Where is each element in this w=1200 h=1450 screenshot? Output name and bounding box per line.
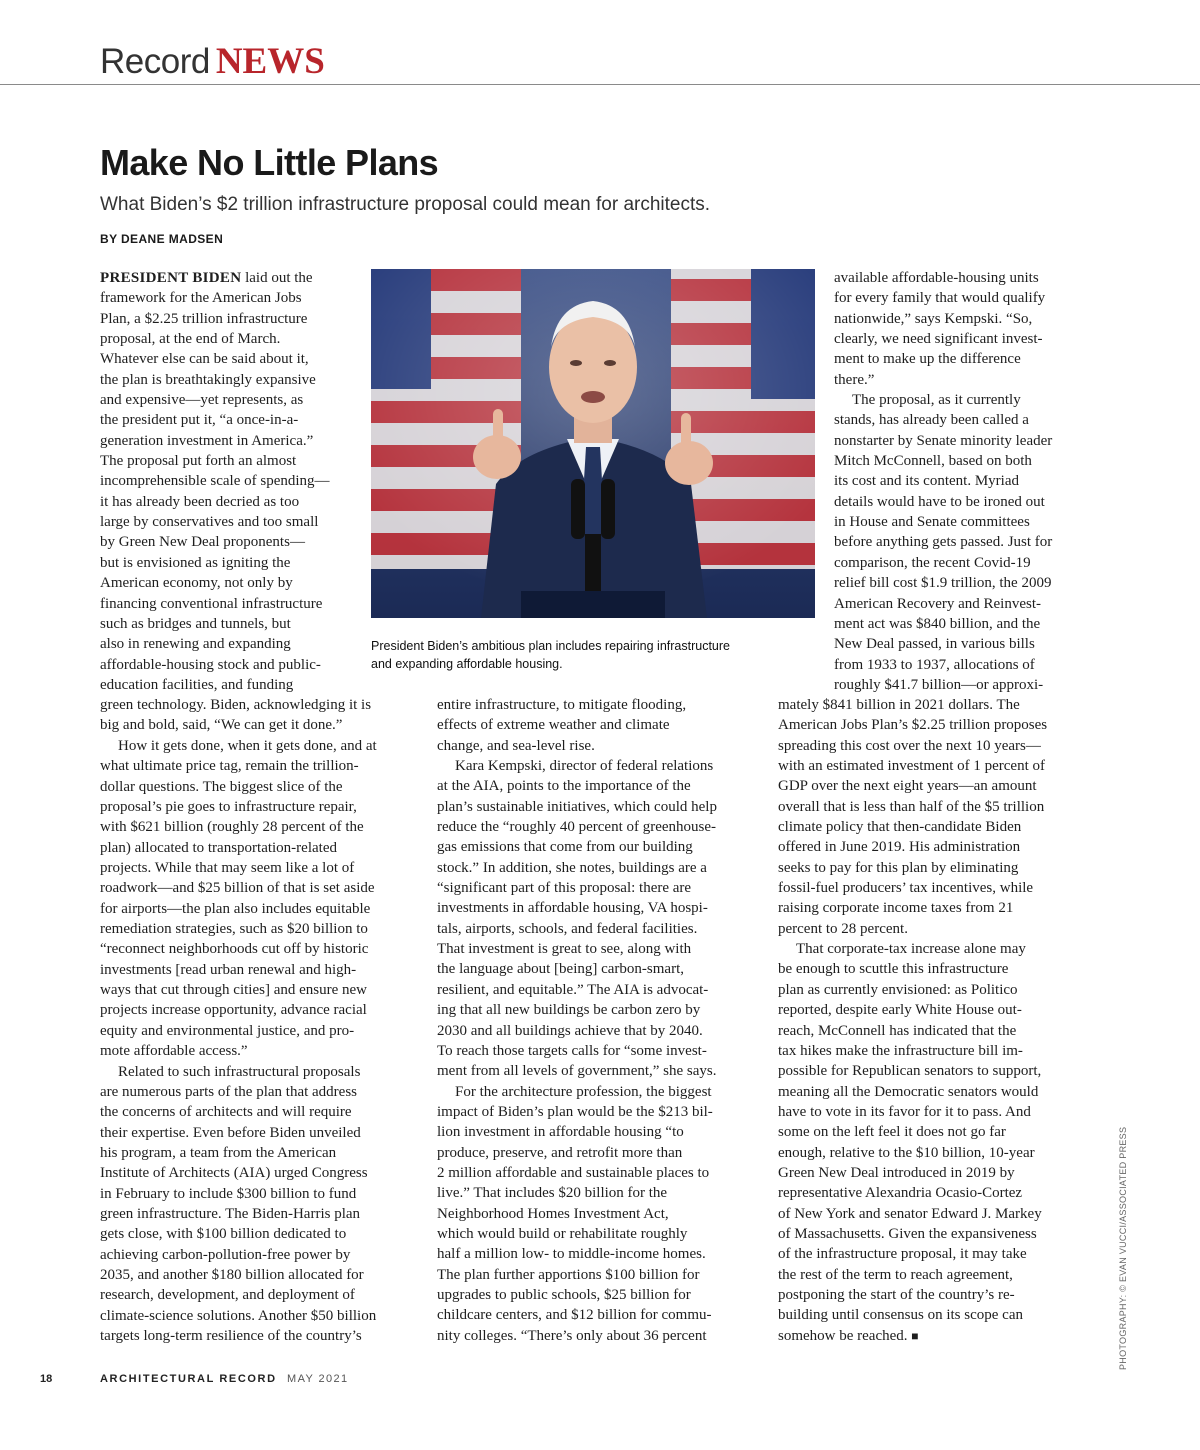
text-line: change, and sea-level rise. bbox=[437, 737, 595, 754]
text-line bbox=[100, 268, 362, 288]
text-line: American Jobs Plan’s $2.25 trillion proposes bbox=[778, 717, 1048, 734]
text-line: ment to make up the difference bbox=[834, 351, 1021, 368]
text-line: in February to include $300 billion to fund bbox=[100, 1185, 357, 1202]
text-line: affordable-housing stock and public- bbox=[100, 656, 321, 673]
text-line: projects. While that may seem like a lot of bbox=[100, 860, 355, 877]
text-line: roughly $41.7 billion—or approxi- bbox=[834, 676, 1044, 693]
text-line: ment from all levels of government,” she says. bbox=[437, 1063, 717, 1080]
text-line: The proposal, as it currently bbox=[852, 392, 1021, 409]
text-line: stands, has already been called a bbox=[834, 412, 1029, 429]
text-line: investments in affordable housing, VA hospi- bbox=[437, 900, 708, 917]
text-line: achieving carbon-pollution-free power by bbox=[100, 1246, 351, 1263]
text-line: of the infrastructure proposal, it may take bbox=[778, 1246, 1027, 1263]
text-line: upgrades to public schools, $25 billion for bbox=[437, 1286, 691, 1303]
photo-caption bbox=[371, 637, 817, 673]
text-line: produce, preserve, and retrofit more than bbox=[437, 1144, 683, 1161]
column-2-paragraph-2 bbox=[437, 756, 757, 1082]
text-line: details would have to be ironed out bbox=[834, 493, 1045, 510]
column-1-top bbox=[100, 268, 362, 695]
text-line: comparison, the recent Covid-19 bbox=[834, 554, 1031, 571]
article-dek: What Biden’s $2 trillion infrastructure proposal could mean for architects. bbox=[100, 194, 711, 215]
text-line: roadwork—and $25 billion of that is set aside bbox=[100, 880, 375, 897]
text-line: climate policy that then-candidate Biden bbox=[778, 819, 1022, 836]
photo-credit: PHOTOGRAPHY: © EVAN VUCCI/ASSOCIATED PRESS bbox=[1118, 1126, 1128, 1370]
text-line: have to vote in its favor for it to pass. And bbox=[778, 1103, 1031, 1120]
text-line: enough, relative to the $10 billion, 10-year bbox=[778, 1144, 1035, 1161]
text-line: offered in June 2019. His administration bbox=[778, 839, 1021, 856]
text-line: such as bridges and tunnels, but bbox=[100, 615, 291, 632]
text-line: half a million low- to middle-income homes. bbox=[437, 1246, 706, 1263]
text-line: Neighborhood Homes Investment Act, bbox=[437, 1205, 669, 1222]
text-line: some on the left feel it does not go far bbox=[778, 1124, 1006, 1141]
text-line: the president put it, “a once-in-a- bbox=[100, 412, 299, 429]
text-line: 2 million affordable and sustainable places to bbox=[437, 1164, 710, 1181]
text-line: targets long-term resilience of the country’s bbox=[100, 1327, 362, 1344]
text-line: How it gets done, when it gets done, and at bbox=[118, 738, 377, 754]
publication-name: ARCHITECTURAL RECORD bbox=[100, 1373, 277, 1385]
text-line: which would build or rehabilitate roughly bbox=[437, 1225, 688, 1242]
text-line: generation investment in America.” bbox=[100, 432, 314, 449]
lead-in: PRESIDENT BIDEN bbox=[100, 270, 242, 286]
text-line: from 1933 to 1937, allocations of bbox=[834, 656, 1035, 673]
text-line: the concerns of architects and will require bbox=[100, 1104, 352, 1121]
text-line: ment act was $840 billion, and the bbox=[834, 615, 1041, 632]
closing-text: somehow be reached. bbox=[778, 1327, 908, 1344]
column-3-paragraph-2-cont bbox=[778, 695, 1098, 939]
article-headline: Make No Little Plans bbox=[100, 142, 439, 183]
column-3-paragraph-1 bbox=[834, 268, 1094, 390]
text-line: framework for the American Jobs bbox=[100, 290, 302, 307]
text-line: possible for Republican senators to support, bbox=[778, 1063, 1042, 1080]
text-line bbox=[778, 1326, 1098, 1346]
text-line: reduce the “roughly 40 percent of greenhouse- bbox=[437, 819, 717, 836]
end-mark-icon: ■ bbox=[911, 1328, 919, 1343]
text-line: research, development, and deployment of bbox=[100, 1287, 355, 1304]
column-1-wide bbox=[100, 695, 420, 736]
text-line: Kara Kempski, director of federal relations bbox=[455, 758, 714, 775]
caption-line: President Biden’s ambitious plan includes repairing infrastructure bbox=[371, 639, 730, 653]
text-line: The plan further apportions $100 billion for bbox=[437, 1266, 700, 1283]
text-line: effects of extreme weather and climate bbox=[437, 717, 670, 734]
text-line: “significant part of this proposal: there are bbox=[437, 880, 692, 897]
text-line: 2030 and all buildings achieve that by 2040. bbox=[437, 1022, 703, 1039]
column-3-paragraph-2 bbox=[834, 390, 1094, 695]
text-line: “reconnect neighborhoods cut off by historic bbox=[100, 941, 369, 958]
text-line: are numerous parts of the plan that address bbox=[100, 1083, 357, 1100]
column-1-paragraph-2 bbox=[100, 736, 420, 1062]
text-line: financing conventional infrastructure bbox=[100, 595, 323, 612]
masthead-rule bbox=[0, 84, 1200, 85]
text-line: incomprehensible scale of spending— bbox=[100, 473, 330, 490]
column-3-top bbox=[834, 268, 1094, 695]
text-line: equity and environmental justice, and pro- bbox=[100, 1022, 355, 1039]
text-line: New Deal passed, in various bills bbox=[834, 636, 1035, 653]
text-line: green technology. Biden, acknowledging it is bbox=[100, 697, 372, 713]
biden-photo bbox=[371, 269, 815, 618]
text-line: Whatever else can be said about it, bbox=[100, 351, 309, 368]
article-byline: BY DEANE MADSEN bbox=[100, 232, 224, 246]
text-line: also in renewing and expanding bbox=[100, 636, 291, 653]
text-line: but is envisioned as igniting the bbox=[100, 554, 291, 571]
text-line: lion investment in affordable housing “to bbox=[437, 1124, 684, 1141]
text-line: the rest of the term to reach agreement, bbox=[778, 1266, 1013, 1283]
text-line: education facilities, and funding bbox=[100, 676, 294, 693]
text-line: climate-science solutions. Another $50 billion bbox=[100, 1307, 377, 1324]
speaker-at-podium-image bbox=[371, 269, 815, 618]
text-line: with an estimated investment of 1 percent of bbox=[778, 758, 1046, 775]
text-line: his program, a team from the American bbox=[100, 1144, 337, 1161]
text-line: childcare centers, and $12 billion for commu- bbox=[437, 1307, 712, 1324]
column-2-paragraph-1 bbox=[437, 695, 757, 756]
text-line: Green New Deal introduced in 2019 by bbox=[778, 1164, 1015, 1181]
text-line: plan) allocated to transportation-related bbox=[100, 839, 337, 856]
section-label-news: NEWS bbox=[215, 41, 325, 82]
text-line: tals, airports, schools, and federal facilities. bbox=[437, 920, 698, 937]
text-line: gas emissions that come from our building bbox=[437, 839, 693, 856]
text-line: by Green New Deal proponents— bbox=[100, 534, 305, 551]
text-line: ing that all new buildings be carbon zero by bbox=[437, 1002, 701, 1019]
text-line: gets close, with $100 billion dedicated to bbox=[100, 1226, 347, 1243]
text-line: nity colleges. “There’s only about 36 percent bbox=[437, 1327, 707, 1344]
text-line: in House and Senate committees bbox=[834, 514, 1030, 531]
text-line: of Massachusetts. Given the expansiveness bbox=[778, 1225, 1037, 1242]
text-line: dollar questions. The biggest slice of the bbox=[100, 778, 343, 795]
text-line: there.” bbox=[834, 371, 875, 388]
text-line: For the architecture profession, the biggest bbox=[455, 1083, 712, 1100]
text-line: entire infrastructure, to mitigate flooding, bbox=[437, 697, 687, 713]
text-line: its cost and its content. Myriad bbox=[834, 473, 1019, 490]
text-line: for every family that would qualify bbox=[834, 290, 1046, 307]
text-line: American Recovery and Reinvest- bbox=[834, 595, 1042, 612]
text-line: fossil-fuel producers’ tax incentives, while bbox=[778, 880, 1034, 897]
column-3-paragraph-3 bbox=[778, 939, 1098, 1326]
text-line: what ultimate price tag, remain the trillion- bbox=[100, 758, 359, 775]
text-line: of New York and senator Edward J. Markey bbox=[778, 1205, 1042, 1222]
text-line: available affordable-housing units bbox=[834, 270, 1039, 286]
text-line: That corporate-tax increase alone may bbox=[796, 941, 1026, 958]
text-line: mote affordable access.” bbox=[100, 1043, 248, 1060]
text-line: resilient, and equitable.” The AIA is advocat- bbox=[437, 981, 709, 998]
text-line: and expensive—yet represents, as bbox=[100, 392, 304, 409]
text-line: representative Alexandria Ocasio-Cortez bbox=[778, 1185, 1023, 1202]
text-line: impact of Biden’s plan would be the $213 bil- bbox=[437, 1103, 713, 1120]
text-line: plan’s sustainable initiatives, which could help bbox=[437, 798, 717, 815]
section-label-record: Record bbox=[100, 42, 210, 81]
text-line: it has already been decried as too bbox=[100, 493, 300, 510]
text-line: reported, despite early White House out- bbox=[778, 1002, 1022, 1019]
text-line: Plan, a $2.25 trillion infrastructure bbox=[100, 310, 308, 327]
text-line: GDP over the next eight years—an amount bbox=[778, 778, 1037, 795]
column-1-paragraph-3 bbox=[100, 1062, 420, 1347]
text-line: projects increase opportunity, advance racial bbox=[100, 1002, 367, 1019]
text-line: Institute of Architects (AIA) urged Congress bbox=[100, 1165, 368, 1182]
text-line: clearly, we need significant invest- bbox=[834, 331, 1043, 348]
text-line: relief bill cost $1.9 trillion, the 2009 bbox=[834, 575, 1052, 592]
text-line: large by conservatives and too small bbox=[100, 514, 319, 531]
text-line: spreading this cost over the next 10 years— bbox=[778, 737, 1041, 754]
text-line: postponing the start of the country’s re- bbox=[778, 1286, 1015, 1303]
text-line: stock.” In addition, she notes, buildings are a bbox=[437, 859, 707, 876]
text-line-rest: laid out the bbox=[245, 270, 313, 286]
text-line: percent to 28 percent. bbox=[778, 920, 908, 937]
text-line: nationwide,” says Kempski. “So, bbox=[834, 310, 1033, 327]
text-line: mately $841 billion in 2021 dollars. The bbox=[778, 697, 1020, 713]
text-line: big and bold, said, “We can get it done.” bbox=[100, 717, 343, 734]
text-line: To reach those targets calls for “some invest- bbox=[437, 1042, 707, 1059]
column-2 bbox=[437, 695, 757, 1346]
text-line: before anything gets passed. Just for bbox=[834, 534, 1053, 551]
text-line: raising corporate income taxes from 21 bbox=[778, 900, 1014, 917]
text-line: live.” That includes $20 billion for the bbox=[437, 1185, 668, 1202]
text-line: That investment is great to see, along with bbox=[437, 941, 692, 958]
text-line: green infrastructure. The Biden-Harris plan bbox=[100, 1205, 361, 1222]
section-masthead bbox=[100, 40, 325, 84]
text-line: 2035, and another $180 billion allocated for bbox=[100, 1266, 364, 1283]
text-line: American economy, not only by bbox=[100, 575, 293, 592]
text-line: proposal, at the end of March. bbox=[100, 331, 281, 348]
text-line: building until consensus on its scope can bbox=[778, 1307, 1023, 1324]
text-line: the plan is breathtakingly expansive bbox=[100, 371, 316, 388]
text-line: reach, McConnell has indicated that the bbox=[778, 1022, 1017, 1039]
text-line: plan as currently envisioned: as Politico bbox=[778, 981, 1018, 998]
text-line: be enough to scuttle this infrastructure bbox=[778, 961, 1009, 978]
text-line: Related to such infrastructural proposals bbox=[118, 1063, 361, 1080]
column-2-paragraph-3 bbox=[437, 1082, 757, 1346]
text-line: meaning all the Democratic senators would bbox=[778, 1083, 1039, 1100]
text-line: seeks to pay for this plan by eliminating bbox=[778, 859, 1019, 876]
text-line: nonstarter by Senate minority leader bbox=[834, 432, 1053, 449]
text-line: overall that is less than half of the $5 trillion bbox=[778, 798, 1045, 815]
text-line: for airports—the plan also includes equitable bbox=[100, 900, 371, 917]
text-line: the language about [being] carbon-smart, bbox=[437, 961, 684, 978]
column-3-wide bbox=[778, 695, 1098, 1346]
text-line: investments [read urban renewal and high- bbox=[100, 961, 357, 978]
text-line: tax hikes make the infrastructure bill im- bbox=[778, 1042, 1023, 1059]
text-line: The proposal put forth an almost bbox=[100, 453, 297, 470]
text-line: remediation strategies, such as $20 billion to bbox=[100, 921, 368, 938]
text-line: ways that cut through cities] and ensure new bbox=[100, 982, 368, 999]
text-line: with $621 billion (roughly 28 percent of the bbox=[100, 819, 364, 836]
text-line: their expertise. Even before Biden unveiled bbox=[100, 1124, 361, 1141]
issue-date: MAY 2021 bbox=[287, 1373, 349, 1385]
column-1-top-lines bbox=[100, 288, 362, 695]
caption-line: and expanding affordable housing. bbox=[371, 657, 563, 671]
page-number: 18 bbox=[40, 1373, 53, 1385]
column-1-body bbox=[100, 736, 420, 1346]
text-line: proposal’s pie goes to infrastructure repair, bbox=[100, 799, 357, 816]
text-line: Mitch McConnell, based on both bbox=[834, 453, 1032, 470]
text-line: at the AIA, points to the importance of the bbox=[437, 778, 691, 795]
